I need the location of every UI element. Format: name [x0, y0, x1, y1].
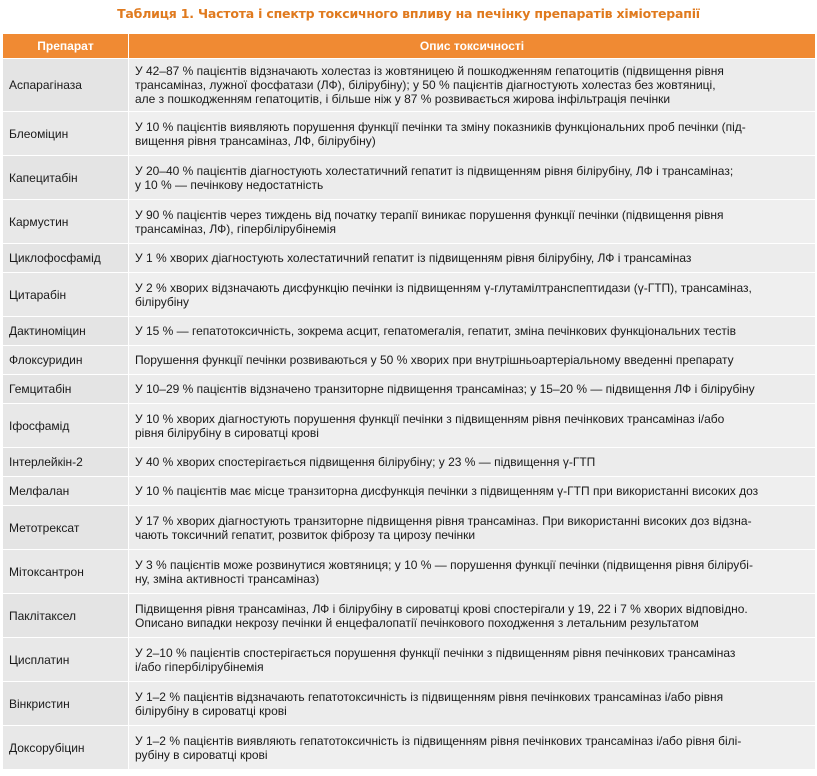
- table-title: Таблиця 1. Частота і спектр токсичного впливу на печінку препаратів хіміотерапії: [117, 6, 700, 21]
- description-line: рівня білірубіну в сироватці крові: [135, 425, 319, 440]
- drug-name-cell: Цитарабін: [3, 273, 129, 317]
- description-line: У 10 % хворих діагностують порушення функції печінки з підвищенням рівня печінкових трансаміназ і/або: [135, 411, 725, 426]
- drug-name-cell: Аспарагіназа: [3, 59, 129, 112]
- table-row: [3, 156, 816, 200]
- table-row: [3, 404, 816, 448]
- description-line: білірубіну в сироватці крові: [135, 703, 287, 718]
- table-row: [3, 448, 816, 477]
- table-row: [3, 200, 816, 244]
- toxicity-description-cell: [129, 112, 816, 156]
- toxicity-description-cell: [129, 448, 816, 477]
- toxicity-description-cell: [129, 726, 816, 770]
- description-line: білірубіну: [135, 294, 190, 309]
- drug-name-cell: Метотрексат: [3, 506, 129, 550]
- description-line: У 90 % пацієнтів через тиждень від початку терапії виникає порушення функції печінки (підвищення рівня: [135, 207, 724, 222]
- toxicity-description-cell: [129, 404, 816, 448]
- description-line: У 15 % — гепатотоксичність, зокрема асцит, гепатомегалія, гепатит, зміна печінкових функціональних тестів: [135, 324, 736, 338]
- table-row: [3, 550, 816, 594]
- description-line: У 2 % хворих відзначають дисфункцію печінки із підвищенням γ-глутамілтранспептидази (γ-ГТП), трансаміназ,: [135, 280, 752, 295]
- description-line: У 10 % пацієнтів має місце транзиторна дисфункція печінки з підвищенням γ-ГТП при використанні високих доз: [135, 484, 759, 498]
- description-line: Підвищення рівня трансаміназ, ЛФ і білірубіну в сироватці крові спостерігали у 19, 22 і 7 % хворих відповідно.: [135, 601, 748, 616]
- table-row: [3, 317, 816, 346]
- description-line: але з пошкодженням гепатоцитів, і більше ніж у 87 % розвивається жирова інфільтрація печінки: [135, 92, 671, 106]
- description-line: трансаміназ, лужної фосфатази (ЛФ), білірубіну); у 50 % пацієнтів діагностують холестаз без жовтяниці,: [135, 78, 716, 92]
- toxicity-description-cell: [129, 594, 816, 638]
- toxicity-description-cell: [129, 638, 816, 682]
- description-line: чають токсичний гепатит, розвиток фіброзу та цирозу печінки: [135, 527, 476, 542]
- description-line: У 1–2 % пацієнтів відзначають гепатотоксичність із підвищенням рівня печінкових трансаміназ і/або рівня: [135, 689, 724, 704]
- description-line: У 17 % хворих діагностують транзиторне підвищення рівня трансаміназ. При використанні високих доз відзна-: [135, 513, 752, 528]
- table-row: [3, 375, 816, 404]
- table-row: [3, 506, 816, 550]
- description-line: Описано випадки некрозу печінки й енцефалопатії печінкового походження з летальним результатом: [135, 615, 699, 630]
- description-line: У 20–40 % пацієнтів діагностують холестатичний гепатит із підвищенням рівня білірубіну, ЛФ і трансаміназ;: [135, 163, 734, 178]
- header-description: Опис токсичності: [129, 34, 816, 59]
- drug-name-cell: Блеоміцин: [3, 112, 129, 156]
- drug-name-cell: Гемцитабін: [3, 375, 129, 404]
- toxicity-description-cell: [129, 550, 816, 594]
- toxicity-description-cell: [129, 506, 816, 550]
- table-row: [3, 273, 816, 317]
- drug-name-cell: Циклофосфамід: [3, 244, 129, 273]
- drug-name-cell: Флоксуридин: [3, 346, 129, 375]
- description-line: У 1 % хворих діагностують холестатичний гепатит із підвищенням рівня білірубіну, ЛФ і трансаміназ: [135, 251, 692, 265]
- table-header-row: [3, 34, 816, 59]
- drug-name-cell: Мітоксантрон: [3, 550, 129, 594]
- table-row: [3, 638, 816, 682]
- toxicity-description-cell: [129, 682, 816, 726]
- toxicity-description-cell: [129, 317, 816, 346]
- drug-name-cell: Капецитабін: [3, 156, 129, 200]
- drug-name-cell: Іфосфамід: [3, 404, 129, 448]
- description-line: рубіну в сироватці крові: [135, 747, 268, 762]
- toxicity-description-cell: [129, 200, 816, 244]
- description-line: і/або гіпербілірубінемія: [135, 659, 264, 674]
- description-line: У 3 % пацієнтів може розвинутися жовтяниця; у 10 % — порушення функції печінки (підвищення рівня білірубі-: [135, 557, 753, 572]
- description-line: у 10 % — печінкову недостатність: [135, 177, 324, 192]
- drug-name-cell: Кармустин: [3, 200, 129, 244]
- description-line: У 1–2 % пацієнтів виявляють гепатотоксичність із підвищенням рівня печінкових трансаміназ і/або рівня білі-: [135, 733, 742, 748]
- toxicity-description-cell: [129, 244, 816, 273]
- table-row: [3, 112, 816, 156]
- toxicity-description-cell: [129, 346, 816, 375]
- description-line: вищення рівня трансаміназ, ЛФ, білірубіну): [135, 133, 376, 148]
- toxicity-description-cell: [129, 59, 816, 112]
- table-row: [3, 682, 816, 726]
- drug-name-cell: Доксорубіцин: [3, 726, 129, 770]
- toxicity-table: [2, 33, 816, 770]
- toxicity-description-cell: [129, 477, 816, 506]
- table-row: [3, 726, 816, 770]
- drug-name-cell: Інтерлейкін-2: [3, 448, 129, 477]
- table-body: [3, 59, 816, 770]
- toxicity-description-cell: [129, 375, 816, 404]
- table-row: [3, 59, 816, 112]
- drug-name-cell: Дактиноміцин: [3, 317, 129, 346]
- drug-name-cell: Вінкристин: [3, 682, 129, 726]
- toxicity-description-cell: [129, 156, 816, 200]
- drug-name-cell: Мелфалан: [3, 477, 129, 506]
- table-row: [3, 477, 816, 506]
- description-line: трансаміназ, ЛФ), гіпербілірубінемія: [135, 221, 336, 236]
- table-row: [3, 594, 816, 638]
- table-row: [3, 346, 816, 375]
- description-line: У 42–87 % пацієнтів відзначають холестаз із жовтяницею й пошкодженням гепатоцитів (підвищення рівня: [135, 64, 724, 78]
- header-drug: Препарат: [3, 34, 129, 59]
- description-line: У 40 % хворих спостерігається підвищення білірубіну; у 23 % — підвищення γ-ГТП: [135, 455, 596, 469]
- table-row: [3, 244, 816, 273]
- description-line: Порушення функції печінки розвиваються у 50 % хворих при внутрішньоартеріальному введенні препарату: [135, 353, 734, 367]
- description-line: ну, зміна активності трансаміназ): [135, 571, 320, 586]
- drug-name-cell: Паклітаксел: [3, 594, 129, 638]
- drug-name-cell: Цисплатин: [3, 638, 129, 682]
- toxicity-description-cell: [129, 273, 816, 317]
- description-line: У 10 % пацієнтів виявляють порушення функції печінки та зміну показників функціональних проб печінки (під-: [135, 119, 746, 134]
- description-line: У 10–29 % пацієнтів відзначено транзиторне підвищення трансаміназ; у 15–20 % — підвищення ЛФ і білірубіну: [135, 382, 755, 396]
- description-line: У 2–10 % пацієнтів спостерігається порушення функції печінки з підвищенням рівня печінкових трансаміназ: [135, 645, 736, 660]
